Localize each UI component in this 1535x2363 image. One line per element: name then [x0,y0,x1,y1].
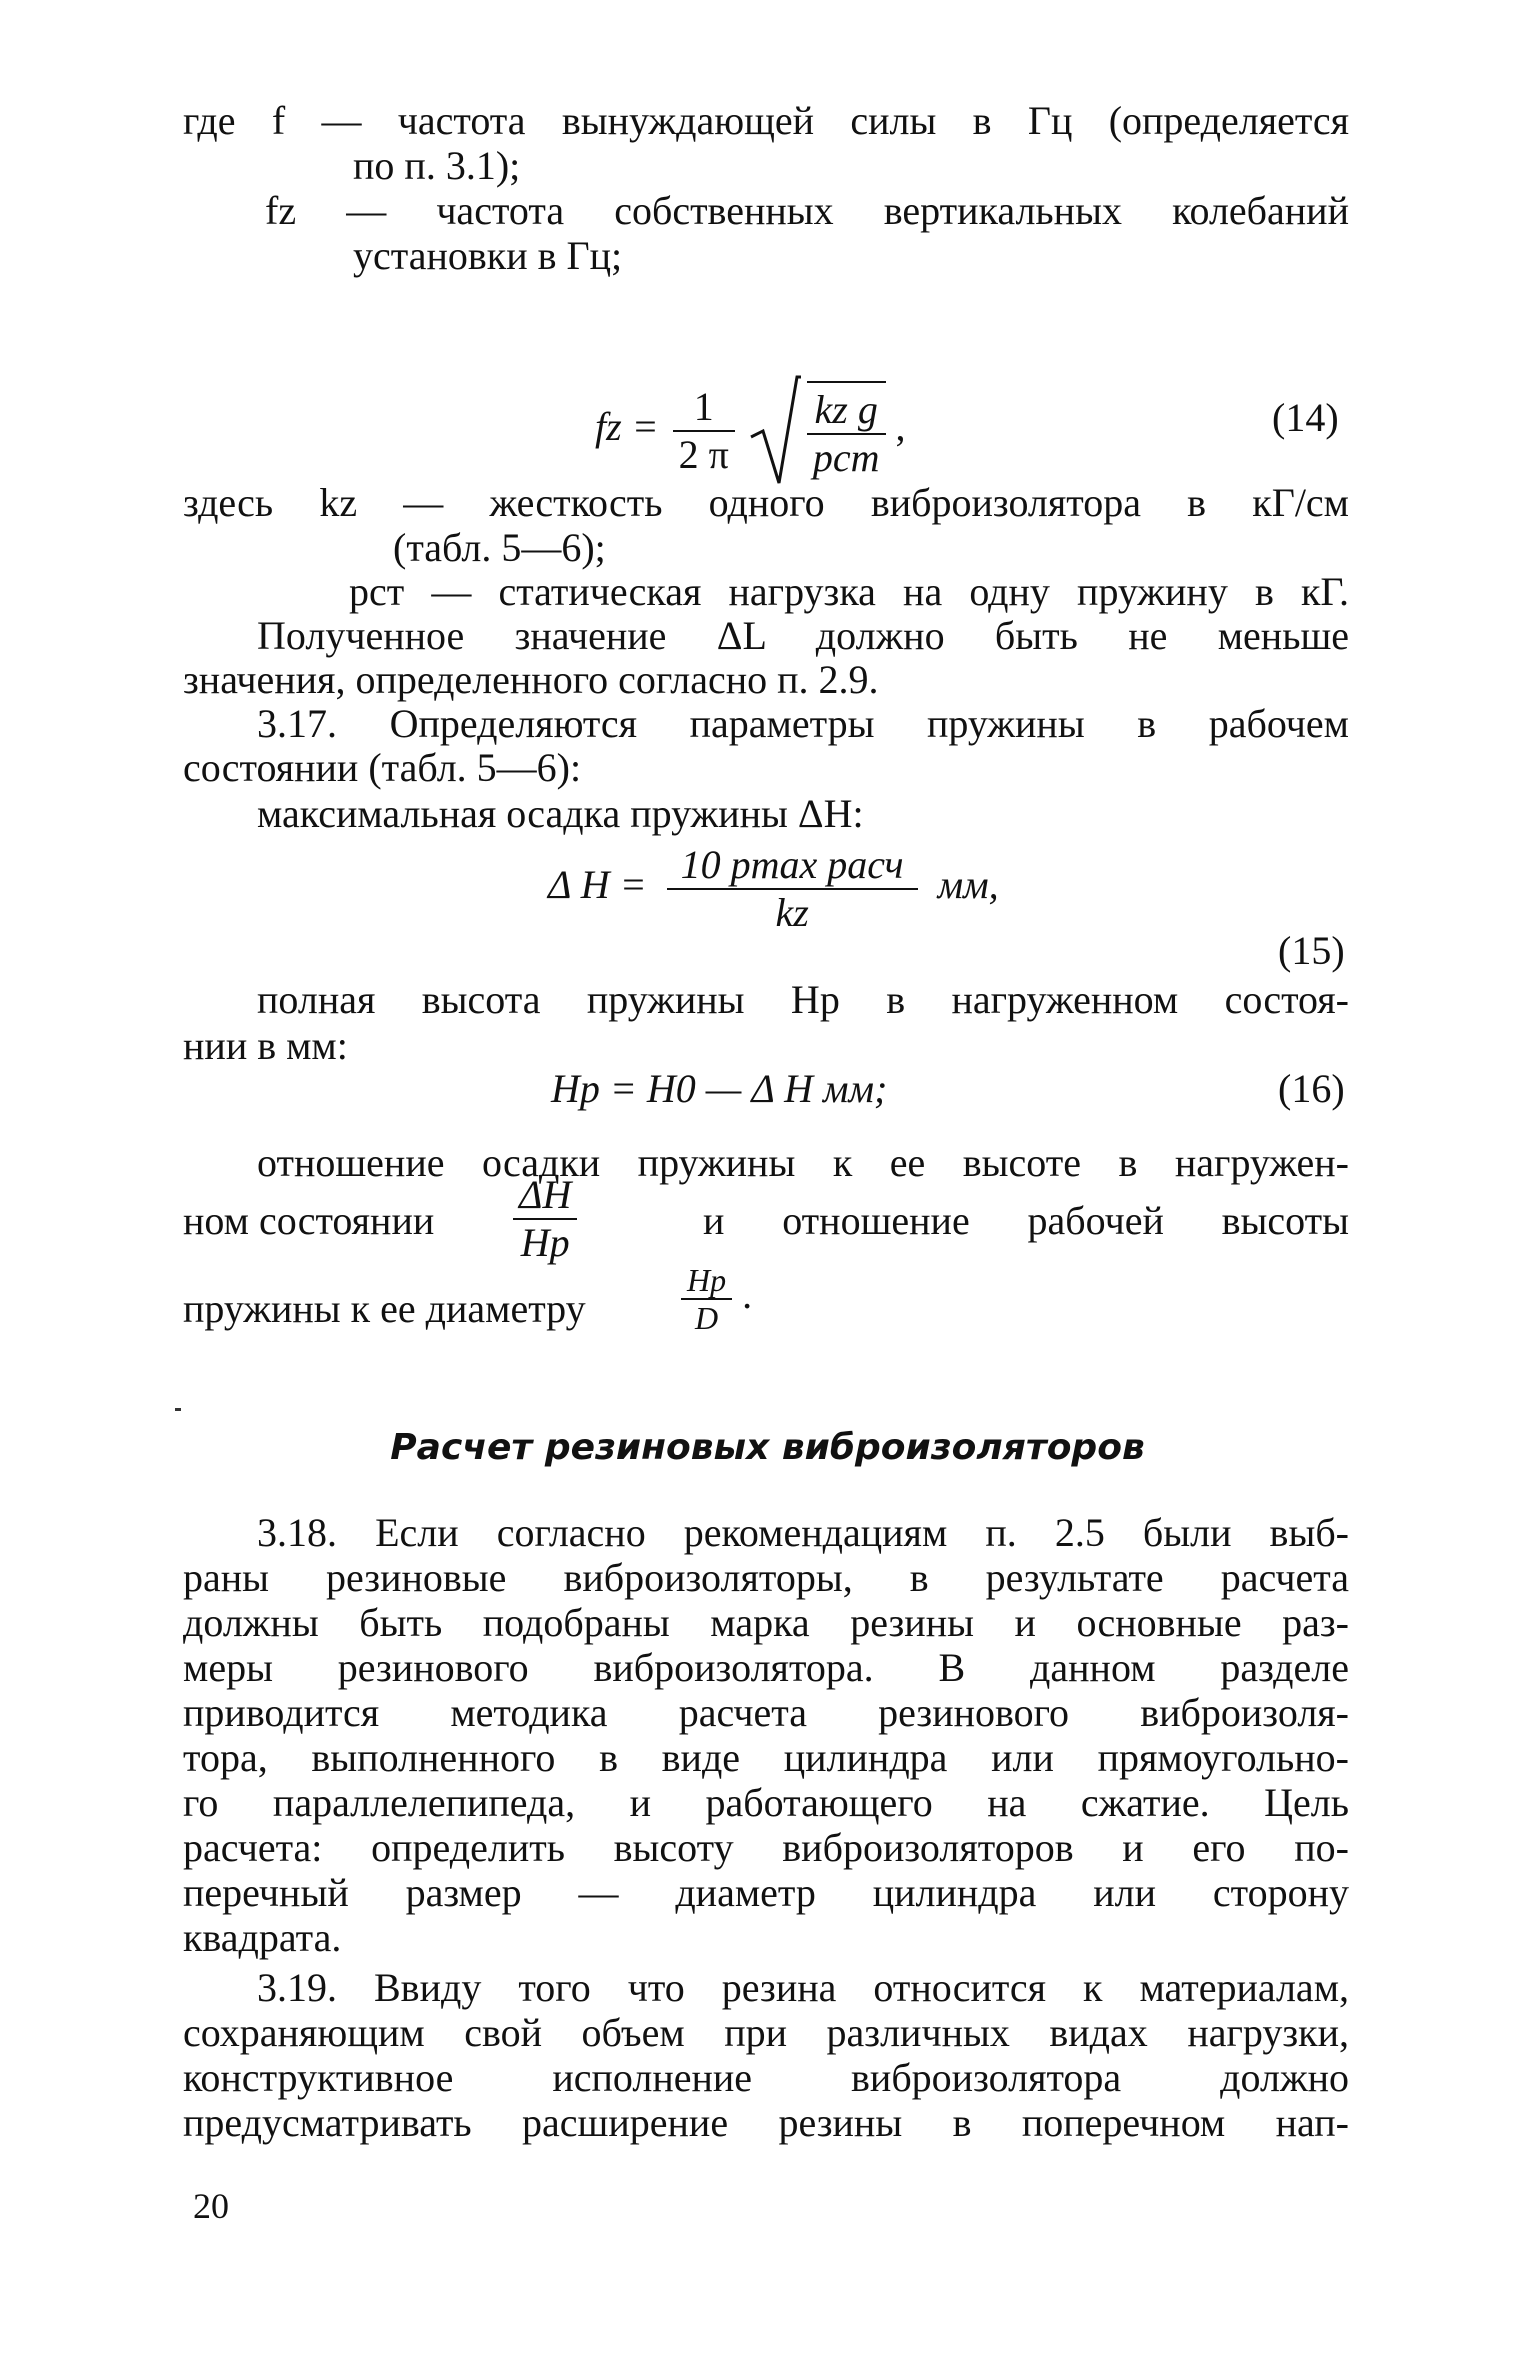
text-line: ном состоянии [183,1198,435,1243]
text-line: где f — частота вынуждающей силы в Гц (определяется [183,98,1349,143]
fraction-numerator: Hр [687,1262,727,1298]
text-line: должны быть подобраны марка резины и основные раз- [183,1600,1349,1645]
fraction [667,842,918,936]
text-line: fz — частота собственных вертикальных колебаний [265,188,1349,233]
text-line: перечный размер — диаметр цилиндра или сторону [183,1870,1349,1915]
radical-sign-icon [749,375,801,487]
text-line: 3.19. Ввиду того что резина относится к материалам, [257,1965,1349,2010]
text-line: предусматривать расширение резины в поперечном нап- [183,2100,1349,2145]
fraction-numerator: 1 [693,384,714,429]
text-line: pст — статическая нагрузка на одну пружину в кГ. [349,569,1349,614]
text-line: пружины к ее диаметру [183,1286,586,1331]
text-line: раны резиновые виброизоляторы, в результате расчета [183,1555,1349,1600]
equation-number: (15) [1278,928,1345,973]
formula-unit: мм, [937,862,999,908]
page-number: 20 [193,2186,229,2226]
text-line: здесь kz — жесткость одного виброизолятора в кГ/см [183,480,1349,525]
text-line: установки в Гц; [353,233,623,278]
text-line: отношение осадки пружины к ее высоте в нагружен- [257,1140,1349,1185]
fraction [807,381,886,481]
fraction-numerator: ΔH [519,1172,572,1217]
text-line: меры резинового виброизолятора. В данном разделе [183,1645,1349,1690]
fraction-denominator: Hр [520,1220,570,1265]
formula-16: Hр = H0 — Δ H мм; [551,1066,888,1111]
ratio-fraction [513,1172,577,1266]
fraction [681,1262,732,1336]
ratio-fraction [681,1262,752,1336]
fraction-denominator: D [695,1300,719,1336]
fraction [673,384,735,478]
text-line: (табл. 5—6); [393,525,606,570]
fraction-denominator: 2 π [678,432,729,477]
text-line: расчета: определить высоту виброизоляторов и его по- [183,1825,1349,1870]
fraction-denominator: pст [812,435,880,480]
text-line: 3.18. Если согласно рекомендациям п. 2.5 были выб- [257,1510,1349,1555]
text-line: нии в мм: [183,1023,348,1068]
text-line: по п. 3.1); [353,143,521,188]
formula-tail: . [742,1272,753,1318]
text-line: и отношение рабочей высоты [703,1198,1349,1243]
text-line: максимальная осадка пружины ΔH: [257,791,864,836]
text-line: конструктивное исполнение виброизолятора должно [183,2055,1349,2100]
text-line: приводится методика расчета резинового виброизоля- [183,1690,1349,1735]
fraction-numerator: kz g [814,387,878,432]
formula-14 [595,375,906,487]
fraction-denominator: kz [775,890,809,935]
text-line: тора, выполненного в виде цилиндра или прямоугольно- [183,1735,1349,1780]
formula-lhs: fz = [595,404,659,450]
text-line: значения, определенного согласно п. 2.9. [183,657,879,702]
text-line: квадрата. [183,1915,342,1960]
equation-number: (14) [1272,395,1339,440]
print-mark [175,1408,181,1411]
equation-number: (16) [1278,1066,1345,1111]
section-heading: Расчет резиновых виброизоляторов [390,1427,1145,1468]
text-line: полная высота пружины Hр в нагруженном состоя- [257,977,1349,1022]
formula-lhs: Δ H = [548,862,647,908]
text-line: сохраняющим свой объем при различных видах нагрузки, [183,2010,1349,2055]
text-line: 3.17. Определяются параметры пружины в рабочем [257,701,1349,746]
formula-tail: , [895,404,906,450]
fraction-numerator: 10 pmax расч [680,842,904,887]
text-line: Полученное значение ΔL должно быть не меньше [257,613,1349,658]
text-line: го параллелепипеда, и работающего на сжатие. Цель [183,1780,1349,1825]
square-root [749,375,886,487]
fraction [513,1172,577,1266]
text-line: состоянии (табл. 5—6): [183,745,582,790]
formula-15 [548,842,999,936]
